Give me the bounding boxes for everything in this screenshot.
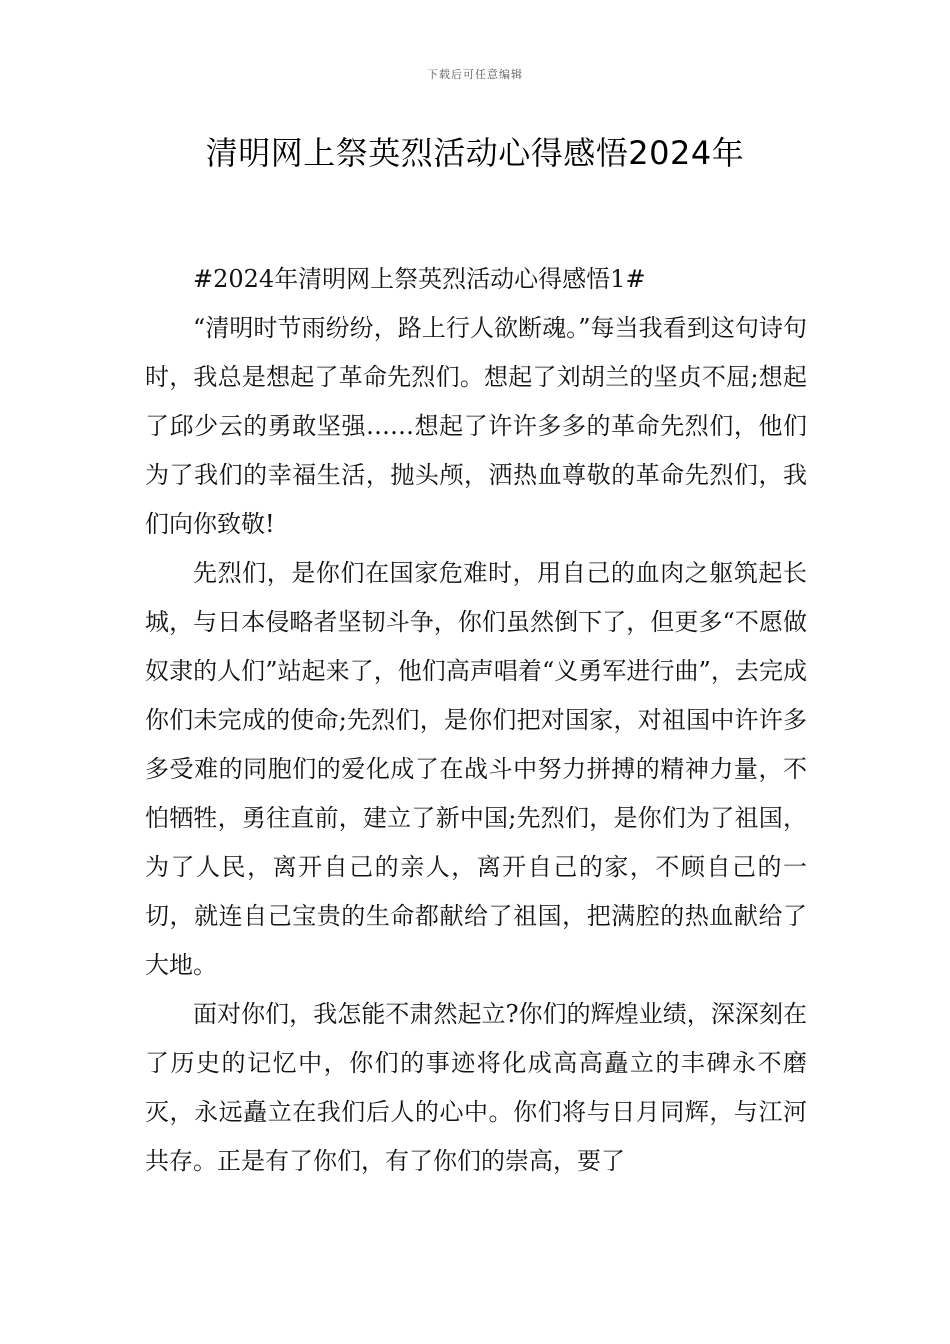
paragraph-2: 先烈们，是你们在国家危难时，用自己的血肉之躯筑起长城，与日本侵略者坚韧斗争，你们虽然倒下了，但更多“不愿做奴隶的人们”站起来了，他们高声唱着“义勇军进行曲”，去完成你们未完成的使命;先烈们，是你们把对国家，对祖国中许许多多受难的同胞们的爱化成了在战斗中努力拼搏的精神力量，不怕牺牲，勇往直前，建立了新中国;先烈们，是你们为了祖国，为了人民，离开自己的亲人，离开自己的家，不顾自己的一切，就连自己宝贵的生命都献给了祖国，把满腔的热血献给了大地。	[145, 559, 807, 979]
header-note: 下载后可任意编辑	[427, 68, 523, 81]
section-heading: #2024年清明网上祭英烈活动心得感悟1#	[193, 265, 646, 293]
document-title: 清明网上祭英烈活动心得感悟2024年	[205, 134, 745, 172]
paragraph-3: 面对你们，我怎能不肃然起立?你们的辉煌业绩，深深刻在了历史的记忆中，你们的事迹将化成高高矗立的丰碑永不磨灭，永远矗立在我们后人的心中。你们将与日月同辉，与江河共存。正是有了你们，有了你们的崇高，要了	[145, 1000, 807, 1175]
document-body	[145, 255, 807, 1186]
paragraph-1: “清明时节雨纷纷，路上行人欲断魂。”每当我看到这句诗句时，我总是想起了革命先烈们。想起了刘胡兰的坚贞不屈;想起了邱少云的勇敢坚强……想起了许许多多的革命先烈们，他们为了我们的幸福生活，抛头颅，洒热血尊敬的革命先烈们，我们向你致敬!	[145, 314, 807, 538]
